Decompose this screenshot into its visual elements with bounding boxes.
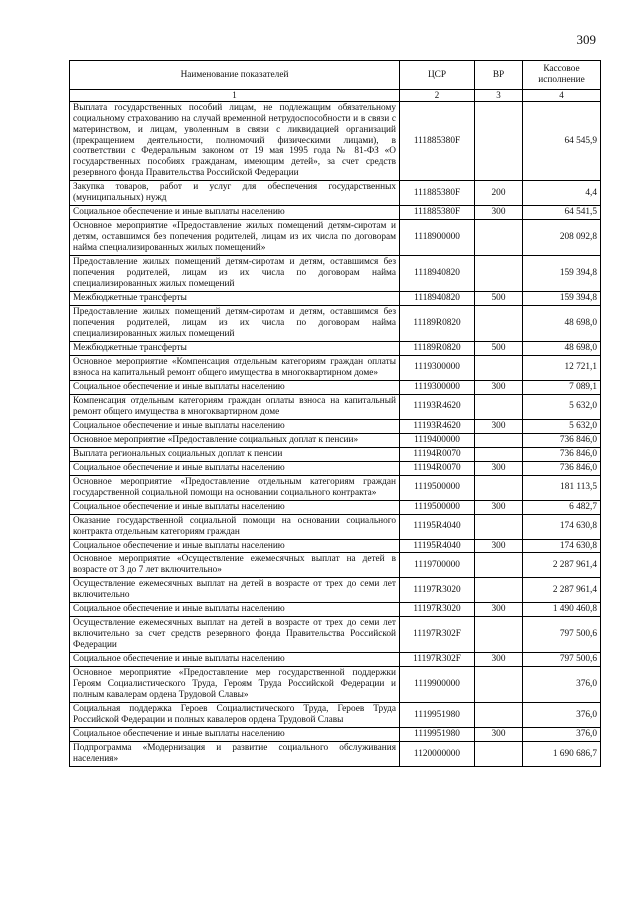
row-vr — [475, 394, 523, 419]
row-name: Оказание государственной социальной помощи на основании социального контракта отдельным категориям граждан — [70, 514, 400, 539]
column-number-row — [70, 90, 601, 102]
table-row — [70, 603, 601, 617]
row-csr: 1120000000 — [400, 742, 475, 767]
row-name: Закупка товаров, работ и услуг для обеспечения государственных (муниципальных) нужд — [70, 181, 400, 206]
table-row — [70, 447, 601, 461]
row-sum: 1 690 686,7 — [523, 742, 601, 767]
header-csr: ЦСР — [400, 61, 475, 90]
table-row — [70, 220, 601, 256]
row-name: Выплата региональных социальных доплат к пенсии — [70, 447, 400, 461]
row-sum: 376,0 — [523, 728, 601, 742]
row-name: Компенсация отдельным категориям граждан оплаты взноса на капитальный ремонт общего имущества в многоквартирном доме — [70, 394, 400, 419]
row-csr: 1119500000 — [400, 500, 475, 514]
row-name: Социальное обеспечение и иные выплаты населению — [70, 461, 400, 475]
row-sum: 736 846,0 — [523, 447, 601, 461]
row-name: Основное мероприятие «Предоставление мер государственной поддержки Героям Социалистического Труда, Героям Труда Российской Федерации и полным кавалерам ордена Трудовой Славы» — [70, 667, 400, 703]
row-csr: 11197R302F — [400, 653, 475, 667]
table-row — [70, 380, 601, 394]
row-name: Основное мероприятие «Предоставление социальных доплат к пенсии» — [70, 433, 400, 447]
row-csr: 11197R3020 — [400, 603, 475, 617]
row-csr: 1119300000 — [400, 380, 475, 394]
row-vr: 300 — [475, 728, 523, 742]
table-row — [70, 256, 601, 292]
table-row — [70, 419, 601, 433]
table-row — [70, 306, 601, 342]
row-name: Социальное обеспечение и иные выплаты населению — [70, 653, 400, 667]
row-csr: 1118940820 — [400, 292, 475, 306]
row-sum: 736 846,0 — [523, 461, 601, 475]
row-csr: 11189R0820 — [400, 306, 475, 342]
row-csr: 1118900000 — [400, 220, 475, 256]
row-sum: 5 632,0 — [523, 394, 601, 419]
row-name: Социальное обеспечение и иные выплаты населению — [70, 603, 400, 617]
row-sum: 208 092,8 — [523, 220, 601, 256]
column-number: 3 — [475, 90, 523, 102]
table-row — [70, 206, 601, 220]
row-csr: 1119951980 — [400, 703, 475, 728]
row-name: Социальное обеспечение и иные выплаты населению — [70, 539, 400, 553]
table-row — [70, 553, 601, 578]
row-name: Подпрограмма «Модернизация и развитие социального обслуживания населения» — [70, 742, 400, 767]
table-row — [70, 394, 601, 419]
row-sum: 159 394,8 — [523, 256, 601, 292]
row-sum: 376,0 — [523, 667, 601, 703]
row-vr: 300 — [475, 419, 523, 433]
row-csr: 11197R302F — [400, 617, 475, 653]
row-vr — [475, 617, 523, 653]
row-csr: 11189R0820 — [400, 341, 475, 355]
row-name: Предоставление жилых помещений детям-сиротам и детям, оставшимся без попечения родителей, лицам из их числа по договорам найма специализированных жилых помещений — [70, 256, 400, 292]
row-vr: 500 — [475, 292, 523, 306]
row-vr — [475, 742, 523, 767]
column-number: 4 — [523, 90, 601, 102]
row-vr: 300 — [475, 461, 523, 475]
row-vr — [475, 220, 523, 256]
row-csr: 11193R4620 — [400, 419, 475, 433]
row-sum: 376,0 — [523, 703, 601, 728]
table-row — [70, 355, 601, 380]
row-sum: 6 482,7 — [523, 500, 601, 514]
table-row — [70, 292, 601, 306]
row-vr — [475, 355, 523, 380]
header-name: Наименование показателей — [70, 61, 400, 90]
row-sum: 12 721,1 — [523, 355, 601, 380]
table-row — [70, 341, 601, 355]
row-sum: 48 698,0 — [523, 306, 601, 342]
row-vr — [475, 306, 523, 342]
row-csr: 1119900000 — [400, 667, 475, 703]
row-sum: 2 287 961,4 — [523, 553, 601, 578]
table-row — [70, 433, 601, 447]
row-name: Выплата государственных пособий лицам, не подлежащим обязательному социальному страхованию на случай временной нетрудоспособности и в связи с материнством, и лицам, уволенным в связи с ликвидацией организаций (прекращением деятельности, полномочий физическими лицами), в соответствии с Федеральным законом от 19 мая 1995 года № 81-ФЗ «О государственных пособиях гражданам, имеющим детей», за счет средств резервного фонда Правительства Российской Федерации — [70, 101, 400, 181]
row-sum: 174 630,8 — [523, 514, 601, 539]
row-vr: 300 — [475, 653, 523, 667]
row-sum: 159 394,8 — [523, 292, 601, 306]
table-row — [70, 461, 601, 475]
row-vr: 300 — [475, 206, 523, 220]
table-row — [70, 728, 601, 742]
table-row — [70, 617, 601, 653]
row-vr: 300 — [475, 539, 523, 553]
row-vr — [475, 667, 523, 703]
table-body — [70, 101, 601, 766]
row-name: Основное мероприятие «Предоставление отдельным категориям граждан государственной социальной помощи на основании социального контракта» — [70, 475, 400, 500]
row-name: Социальное обеспечение и иные выплаты населению — [70, 206, 400, 220]
row-csr: 1118940820 — [400, 256, 475, 292]
page-number: 309 — [576, 32, 596, 47]
row-name: Социальное обеспечение и иные выплаты населению — [70, 380, 400, 394]
column-number: 2 — [400, 90, 475, 102]
table-row — [70, 514, 601, 539]
row-csr: 11195R4040 — [400, 514, 475, 539]
row-vr — [475, 447, 523, 461]
row-sum: 5 632,0 — [523, 419, 601, 433]
row-sum: 736 846,0 — [523, 433, 601, 447]
table-row — [70, 742, 601, 767]
row-sum: 64 545,9 — [523, 101, 601, 181]
row-name: Основное мероприятие «Компенсация отдельным категориям граждан оплаты взноса на капитальный ремонт общего имущества в многоквартирном доме» — [70, 355, 400, 380]
row-name: Осуществление ежемесячных выплат на детей в возрасте от трех до семи лет включительно — [70, 578, 400, 603]
row-name: Социальное обеспечение и иные выплаты населению — [70, 500, 400, 514]
row-csr: 1119400000 — [400, 433, 475, 447]
row-csr: 1119500000 — [400, 475, 475, 500]
row-name: Социальное обеспечение и иные выплаты населению — [70, 419, 400, 433]
row-csr: 1119700000 — [400, 553, 475, 578]
row-sum: 181 113,5 — [523, 475, 601, 500]
row-name: Межбюджетные трансферты — [70, 292, 400, 306]
row-vr — [475, 578, 523, 603]
row-vr — [475, 475, 523, 500]
row-vr — [475, 553, 523, 578]
row-sum: 48 698,0 — [523, 341, 601, 355]
table-row — [70, 653, 601, 667]
row-sum: 797 500,6 — [523, 617, 601, 653]
row-name: Осуществление ежемесячных выплат на детей в возрасте от трех до семи лет включительно за счет средств резервного фонда Правительства Российской Федерации — [70, 617, 400, 653]
row-sum: 174 630,8 — [523, 539, 601, 553]
row-name: Предоставление жилых помещений детям-сиротам и детям, оставшимся без попечения родителей, лицам из их числа по договорам найма специализированных жилых помещений — [70, 306, 400, 342]
row-csr: 11194R0070 — [400, 447, 475, 461]
row-vr — [475, 514, 523, 539]
row-sum: 1 490 460,8 — [523, 603, 601, 617]
row-vr: 500 — [475, 341, 523, 355]
row-name: Социальное обеспечение и иные выплаты населению — [70, 728, 400, 742]
row-vr — [475, 433, 523, 447]
row-vr — [475, 256, 523, 292]
row-sum: 7 089,1 — [523, 380, 601, 394]
row-sum: 4,4 — [523, 181, 601, 206]
table-row — [70, 475, 601, 500]
table-row — [70, 181, 601, 206]
row-csr: 1119951980 — [400, 728, 475, 742]
table-row — [70, 703, 601, 728]
row-sum: 64 541,5 — [523, 206, 601, 220]
table-row — [70, 539, 601, 553]
table-row — [70, 667, 601, 703]
table-row — [70, 101, 601, 181]
header-row — [70, 61, 601, 90]
row-name: Социальная поддержка Героев Социалистического Труда, Героев Труда Российской Федерации и полных кавалеров ордена Трудовой Славы — [70, 703, 400, 728]
row-name: Основное мероприятие «Осуществление ежемесячных выплат на детей в возрасте от 3 до 7 лет включительно» — [70, 553, 400, 578]
row-name: Основное мероприятие «Предоставление жилых помещений детям-сиротам и детям, оставшимся без попечения родителей, лицам из их числа по договорам найма специализированных жилых помещений» — [70, 220, 400, 256]
row-csr: 11195R4040 — [400, 539, 475, 553]
row-vr — [475, 101, 523, 181]
row-vr: 300 — [475, 380, 523, 394]
row-csr: 111885380F — [400, 181, 475, 206]
table-row — [70, 578, 601, 603]
row-sum: 2 287 961,4 — [523, 578, 601, 603]
row-csr: 111885380F — [400, 101, 475, 181]
row-name: Межбюджетные трансферты — [70, 341, 400, 355]
header-vr: ВР — [475, 61, 523, 90]
table-row — [70, 500, 601, 514]
row-csr: 1119300000 — [400, 355, 475, 380]
row-vr: 300 — [475, 603, 523, 617]
row-sum: 797 500,6 — [523, 653, 601, 667]
row-csr: 11197R3020 — [400, 578, 475, 603]
column-number: 1 — [70, 90, 400, 102]
header-sum: Кассовое исполнение — [523, 61, 601, 90]
row-csr: 111885380F — [400, 206, 475, 220]
row-vr: 200 — [475, 181, 523, 206]
budget-table — [69, 60, 601, 767]
row-vr: 300 — [475, 500, 523, 514]
row-vr — [475, 703, 523, 728]
row-csr: 11193R4620 — [400, 394, 475, 419]
row-csr: 11194R0070 — [400, 461, 475, 475]
